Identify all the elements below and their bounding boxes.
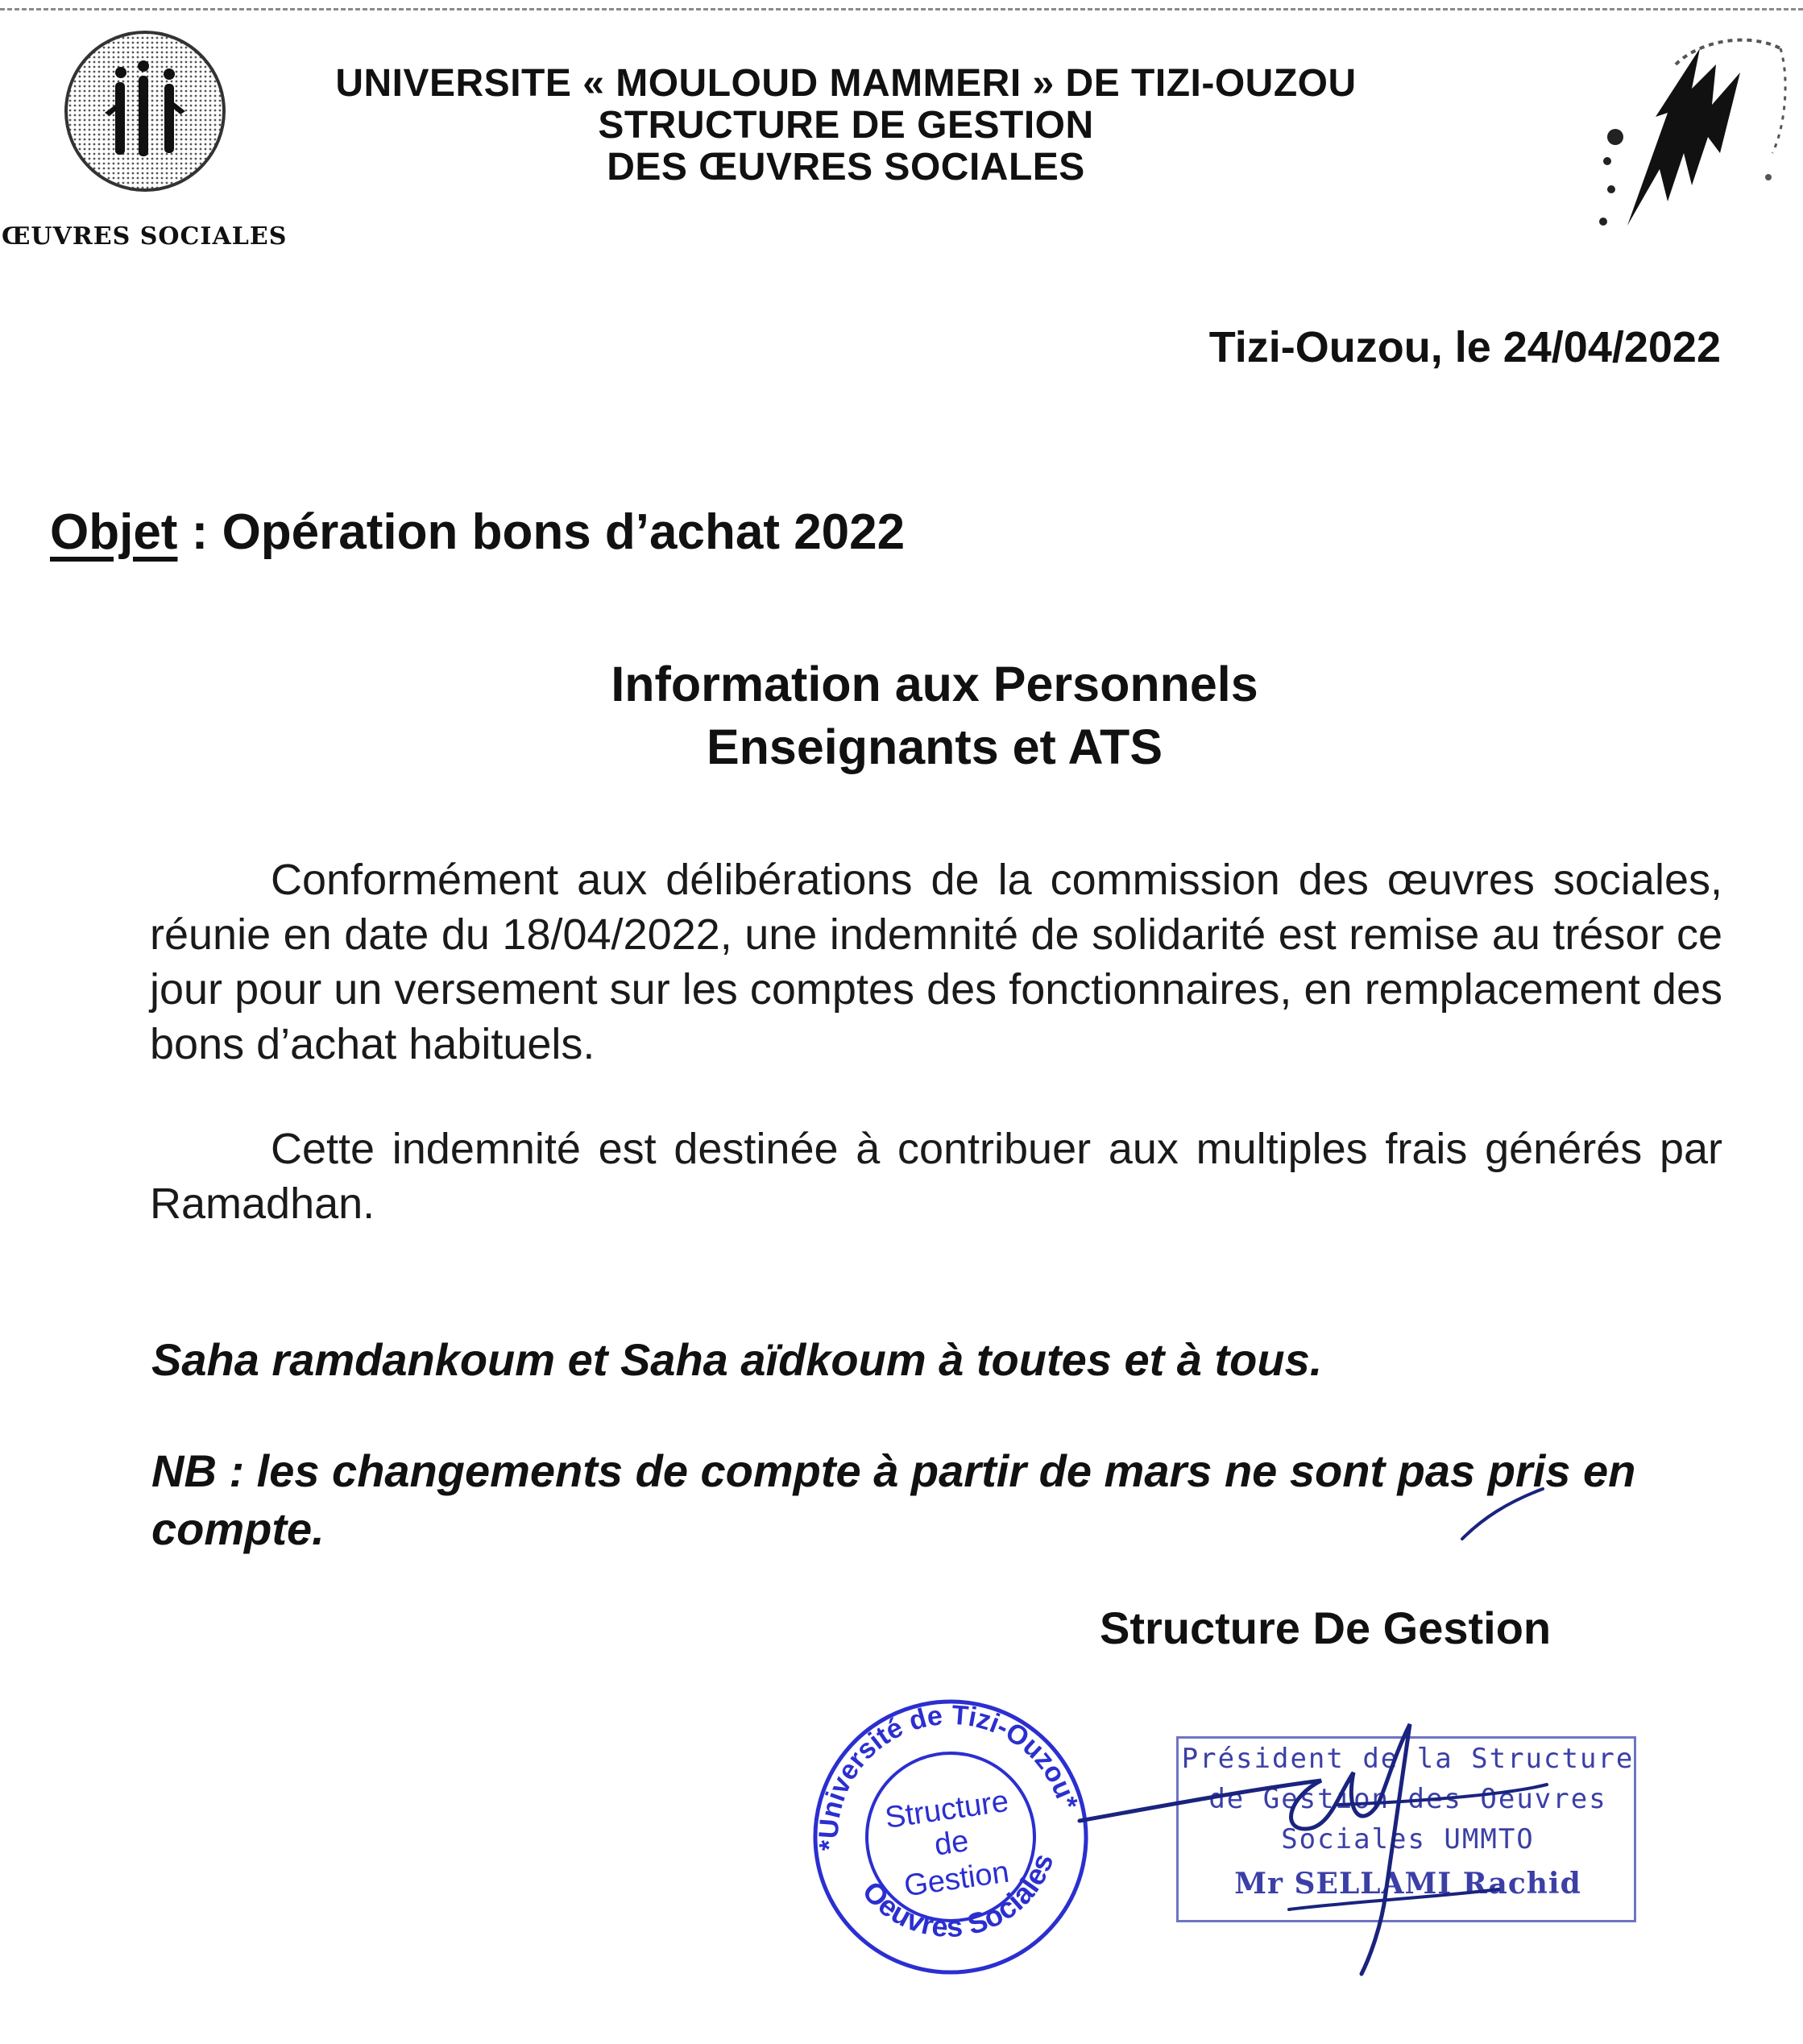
- logo-caption: ŒUVRES SOCIALES: [2, 222, 288, 251]
- subject-label: Objet: [50, 504, 178, 560]
- stamp-signatory-name: Mr SELLAMI Rachid: [1234, 1867, 1581, 1901]
- stamp-line-3: Sociales UMMTO: [1281, 1823, 1535, 1855]
- subject-line: [50, 504, 905, 561]
- stamp-ring-top-text: *Université de Tizi-Ouzou*: [813, 1699, 1084, 1852]
- body-paragraph-1: Conformément aux délibérations de la commission des œuvres sociales, réunie en date du 18/04/2022, une indemnité de solidarité est remise au trésor ce jour pour un versement sur les comptes des fonctionnaires, en remplacement des bons d’achat habituels.: [150, 856, 1722, 1068]
- nota-bene: NB : les changements de compte à partir de mars ne sont pas pris en compte.: [151, 1445, 1636, 1554]
- letterhead: [242, 63, 1450, 188]
- greeting-line: Saha ramdankoum et Saha aïdkoum à toutes et à tous.: [151, 1334, 1323, 1385]
- top-dashed-border: [0, 8, 1803, 10]
- university-name: UNIVERSITE « MOULOUD MAMMERI » DE TIZI-OUZOU: [335, 62, 1357, 105]
- subject-text: Opération bons d’achat 2022: [222, 504, 906, 560]
- subject-separator: :: [177, 504, 222, 560]
- stamp-ring-bottom-text: Oeuvres Sociales: [856, 1848, 1060, 1944]
- stamp-line-1: Président de la Structure: [1181, 1743, 1635, 1775]
- pen-stroke-mark: [1458, 1482, 1547, 1547]
- round-stamp: [806, 1692, 1096, 1982]
- audience-line-2: Enseignants et ATS: [706, 719, 1163, 774]
- signatory-stamp: [1176, 1736, 1639, 1926]
- lightning-emblem-icon: [1579, 16, 1797, 242]
- oeuvres-line: DES ŒUVRES SOCIALES: [607, 145, 1085, 189]
- body-paragraph-2: Cette indemnité est destinée à contribuer aux multiples frais générés par Ramadhan.: [150, 1125, 1722, 1228]
- stamp-center-line-1: Structure: [883, 1784, 1011, 1835]
- stamp-center-line-3: Gestion: [902, 1855, 1012, 1904]
- signer-title: Structure De Gestion: [1100, 1602, 1552, 1653]
- university-emblem: [1579, 16, 1797, 242]
- date-line: Tizi-Ouzou, le 24/04/2022: [1208, 323, 1721, 371]
- structure-line: STRUCTURE DE GESTION: [598, 103, 1094, 147]
- audience-heading: [403, 653, 1466, 778]
- stamp-line-2: de Gestion des Oeuvres: [1208, 1783, 1607, 1815]
- stamp-center-line-2: de: [932, 1824, 971, 1863]
- audience-line-1: Information aux Personnels: [611, 657, 1258, 711]
